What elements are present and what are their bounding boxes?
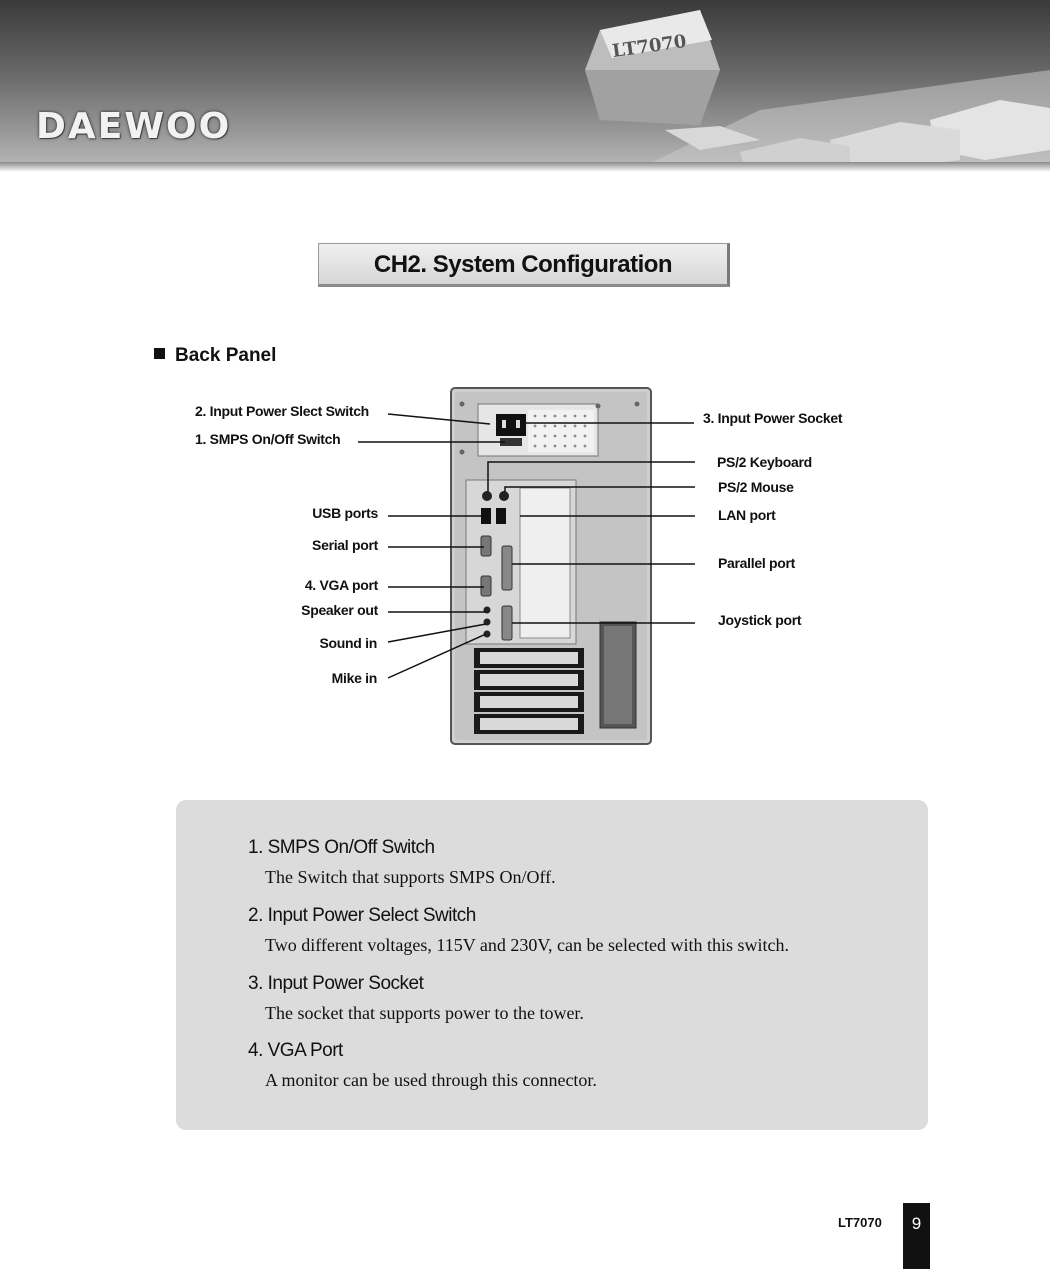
section-title: Back Panel [175, 345, 277, 366]
label-lan-port: LAN port [718, 507, 776, 523]
item-title: 1. SMPS On/Off Switch [248, 837, 435, 858]
label-mike-in: Mike in [331, 670, 377, 686]
label-parallel-port: Parallel port [718, 555, 796, 571]
item-text: A monitor can be used through this connector. [265, 1070, 597, 1090]
label-input-power-socket: 3. Input Power Socket [703, 410, 843, 426]
label-vga-port: 4. VGA port [304, 577, 378, 593]
ps2-keyboard-port [482, 491, 492, 501]
chapter-title: CH2. System Configuration [318, 243, 730, 287]
joystick-connector [502, 606, 512, 640]
ps2-mouse-port [499, 491, 509, 501]
label-joystick-port: Joystick port [718, 612, 802, 628]
label-serial-port: Serial port [312, 537, 378, 553]
page-number: 9 [903, 1203, 930, 1269]
item-title: 2. Input Power Select Switch [248, 905, 476, 926]
item-title: 3. Input Power Socket [248, 973, 424, 994]
serial-connector [481, 536, 491, 556]
label-speaker-out: Speaker out [301, 602, 378, 618]
power-socket [496, 414, 526, 436]
footer-model: LT7070 [838, 1215, 882, 1230]
keycap-label: LT7070 [610, 30, 688, 63]
daewoo-logo: DAEWOO [36, 106, 232, 147]
label-usb-ports: USB ports [312, 505, 378, 521]
item-text: Two different voltages, 115V and 230V, can be selected with this switch. [265, 935, 789, 955]
item-text: The socket that supports power to the tower. [265, 1003, 584, 1023]
label-smps-switch: 1. SMPS On/Off Switch [195, 431, 341, 447]
item-text: The Switch that supports SMPS On/Off. [265, 867, 556, 887]
item-title: 4. VGA Port [248, 1040, 343, 1061]
vga-connector [481, 576, 491, 596]
label-ps2-keyboard: PS/2 Keyboard [717, 454, 812, 470]
usb-port-2 [496, 508, 506, 524]
parallel-connector [502, 546, 512, 590]
io-label-plate [520, 488, 570, 638]
label-ps2-mouse: PS/2 Mouse [718, 479, 794, 495]
label-input-power-select-switch: 2. Input Power Slect Switch [195, 403, 369, 419]
label-sound-in: Sound in [319, 635, 377, 651]
